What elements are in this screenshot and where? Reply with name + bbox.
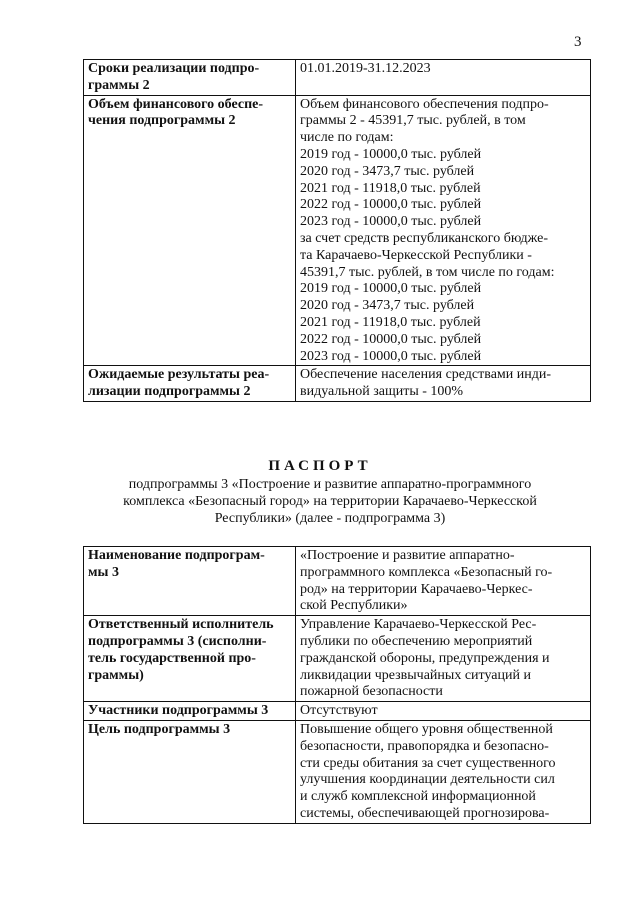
passport-title: ПАСПОРТ: [268, 458, 372, 474]
row-value-line: числе по годам:: [300, 130, 394, 146]
row-value: [296, 547, 591, 616]
row-value-line: безопасности, правопорядка и безопасно-: [300, 738, 549, 754]
row-value-line: граммы 2 - 45391,7 тыс. рублей, в том: [300, 113, 526, 129]
row-label-line: Сроки реализации подпро-: [88, 61, 260, 76]
row-value-line: программного комплекса «Безопасный го-: [300, 564, 553, 580]
row-value: [296, 60, 591, 96]
table-row: [84, 366, 591, 402]
row-value-line: ской Республики»: [300, 598, 408, 614]
row-value: [296, 702, 591, 721]
row-label-line: Наименование подпрограм-: [88, 548, 265, 563]
row-label-line: Участники подпрограммы 3: [88, 703, 269, 719]
row-label: [84, 702, 296, 721]
row-label-line: Ответственный исполнитель: [88, 617, 274, 633]
row-value: [296, 95, 591, 366]
row-value-line: видуальной защиты - 100%: [300, 384, 464, 400]
row-label-line: граммы): [88, 667, 144, 683]
row-label: [84, 60, 296, 96]
row-label: [84, 95, 296, 366]
row-label-line: мы 3: [88, 564, 119, 580]
row-value-line: улучшения координации деятельности сил: [300, 772, 555, 788]
table-row: [84, 60, 591, 96]
table-row: [84, 616, 591, 702]
row-label: [84, 720, 296, 823]
row-label-line: Объем финансового обеспе-: [88, 96, 264, 112]
row-label-line: лизации подпрограммы 2: [88, 384, 251, 400]
row-label-line: Ожидаемые результаты реа-: [88, 367, 270, 383]
row-value-line: 2021 год - 11918,0 тыс. рублей: [300, 180, 481, 196]
passport-subtitle: [90, 476, 570, 527]
table-row: [84, 702, 591, 721]
row-label-line: подпрограммы 3 (сисполни-: [88, 633, 267, 649]
row-value-line: та Карачаево-Черкесской Республики -: [300, 247, 532, 263]
page-number: 3: [574, 34, 582, 50]
row-value-line: публики по обеспечению мероприятий: [300, 633, 533, 649]
row-label-line: чения подпрограммы 2: [88, 113, 236, 129]
row-value-line: Управление Карачаево-Черкесской Рес-: [300, 617, 537, 633]
row-value-line: Отсутствуют: [300, 703, 378, 719]
subprogram-3-passport-table: [83, 546, 591, 824]
passport-subtitle-line: подпрограммы 3 «Построение и развитие аппаратно-программного: [128, 477, 532, 492]
row-label: [84, 547, 296, 616]
table-row: [84, 95, 591, 366]
row-value-line: «Построение и развитие аппаратно-: [300, 548, 515, 563]
row-value-line: системы, обеспечивающей прогнозирова-: [300, 805, 550, 821]
row-value-line: Обеспечение населения средствами инди-: [300, 367, 552, 383]
row-label-line: граммы 2: [88, 77, 150, 93]
row-value-line: гражданской обороны, предупреждения и: [300, 650, 550, 666]
row-value: [296, 616, 591, 702]
row-value-line: 2023 год - 10000,0 тыс. рублей: [300, 348, 482, 364]
row-value-line: 2019 год - 10000,0 тыс. рублей: [300, 146, 482, 162]
row-value-line: 2020 год - 3473,7 тыс. рублей: [300, 163, 475, 179]
row-value-line: 2020 год - 3473,7 тыс. рублей: [300, 298, 475, 314]
row-value-line: 2019 год - 10000,0 тыс. рублей: [300, 281, 482, 297]
subprogram-2-table: [83, 59, 591, 402]
row-value-line: пожарной безопасности: [300, 684, 443, 700]
row-value-line: 45391,7 тыс. рублей, в том числе по годам:: [300, 264, 555, 280]
passport-subtitle-line: Республики» (далее - подпрограмма 3): [214, 511, 446, 526]
row-value-line: ликвидации чрезвычайных ситуаций и: [300, 667, 531, 683]
table-row: [84, 720, 591, 823]
row-value-line: Повышение общего уровня общественной: [300, 721, 553, 737]
row-value-line: 01.01.2019-31.12.2023: [300, 61, 431, 76]
row-value-line: Объем финансового обеспечения подпро-: [300, 96, 549, 112]
row-value: [296, 366, 591, 402]
row-label-line: Цель подпрограммы 3: [88, 721, 231, 737]
row-value-line: род» на территории Карачаево-Черкес-: [300, 581, 533, 597]
row-value-line: 2022 год - 10000,0 тыс. рублей: [300, 197, 482, 213]
row-value-line: и служб комплексной информационной: [300, 789, 536, 805]
row-label: [84, 616, 296, 702]
row-value-line: 2021 год - 11918,0 тыс. рублей: [300, 314, 481, 330]
row-value-line: за счет средств республиканского бюдже-: [300, 230, 549, 246]
row-label-line: тель государственной про-: [88, 650, 256, 666]
row-label: [84, 366, 296, 402]
table-row: [84, 547, 591, 616]
passport-subtitle-line: комплекса «Безопасный город» на территории Карачаево-Черкесской: [123, 494, 537, 509]
row-value-line: 2022 год - 10000,0 тыс. рублей: [300, 331, 482, 347]
row-value-line: 2023 год - 10000,0 тыс. рублей: [300, 214, 482, 230]
row-value-line: сти среды обитания за счет существенного: [300, 755, 556, 771]
row-value: [296, 720, 591, 823]
